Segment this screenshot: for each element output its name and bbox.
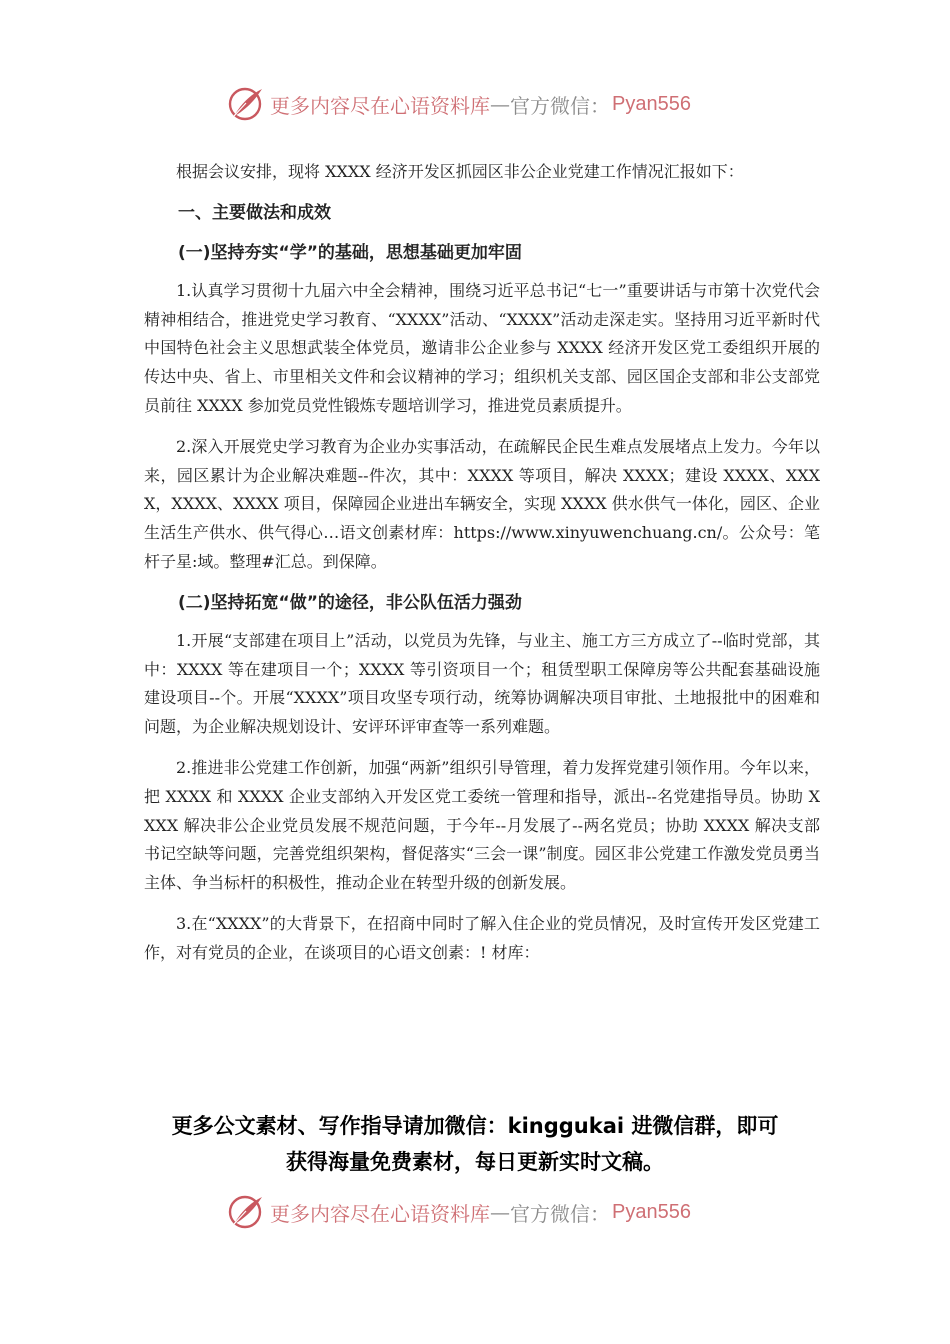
header-banner: [226, 84, 691, 124]
banner-brand-text: 更多内容尽在心语资料库: [270, 93, 490, 118]
promo-notice: [144, 1108, 806, 1180]
paragraph-2-1: 1.开展“支部建在项目上”活动，以党员为先锋，与业主、施工方三方成立了--临时党部，其中：XXXX 等在建项目一个；XXXX 等引资项目一个；租赁型职工保障房等公共配套基础设施建设项目--个。开展“XXXX”项目攻坚专项行动，统筹协调解决项目审批、土地报批中的困难和问题，为企业解决规划设计、安评环评审查等一系列难题。: [144, 630, 820, 737]
document-body: [144, 158, 820, 968]
paragraph-1-1: 1.认真学习贯彻十九届六中全会精神，围绕习近平总书记“七一”重要讲话与市第十次党代会精神相结合，推进党史学习教育、“XXXX”活动、“XXXX”活动走深走实。坚持用习近平新时代中国特色社会主义思想武装全体党员，邀请非公企业参与 XXXX 经济开发区党工委组织开展的传达中央、省上、市里相关文件和会议精神的学习；组织机关支部、园区国企支部和非公支部党员前往 XXXX 参加党员党性锻炼专题培训学习，推进党员素质提升。: [144, 280, 820, 415]
banner-brand-text: 更多内容尽在心语资料库: [270, 1201, 490, 1226]
banner-wechat-label: 官方微信：: [510, 1201, 610, 1226]
footer-banner: [226, 1192, 691, 1232]
subsection-heading-2: (二)坚持拓宽“做”的途径，非公队伍活力强劲: [178, 592, 522, 613]
banner-wechat-label: 官方微信：: [510, 93, 610, 118]
banner-dash: —: [490, 92, 510, 116]
paragraph-2-3: 3.在“XXXX”的大背景下，在招商中同时了解入住企业的党员情况，及时宣传开发区党建工作，对有党员的企业，在谈项目的心语文创素：! 材库：: [144, 913, 820, 962]
paragraph-1-2: 2.深入开展党史学习教育为企业办实事活动，在疏解民企民生难点发展堵点上发力。今年以来，园区累计为企业解决难题--件次，其中：XXXX 等项目，解决 XXXX；建设 XXXX、XXXX，XXXX、XXXX 项目，保障园企业进出车辆安全，实现 XXXX 供水供气一体化，园区、企业生活生产供水、供气得心…语文创素材库：https://www.xinyuwenchuang.cn/。公众号：笔杆子星:域。整理#汇总。到保障。: [144, 436, 820, 571]
promo-line-1: 更多公文素材、写作指导请加微信：kinggukai 进微信群，即可: [171, 1114, 779, 1138]
banner-dash: —: [490, 1200, 510, 1224]
banner-wechat-id: Pyan556: [612, 92, 691, 115]
promo-line-2: 获得海量免费素材，每日更新实时文稿。: [286, 1150, 664, 1174]
paragraph-2-2: 2.推进非公党建工作创新，加强“两新”组织引导管理，着力发挥党建引领作用。今年以来，把 XXXX 和 XXXX 企业支部纳入开发区党工委统一管理和指导，派出--名党建指导员。协助 XXXX 解决非公企业党员发展不规范问题，于今年--月发展了--两名党员；协助 XXXX 解决支部书记空缺等问题，完善党组织架构，督促落实“三会一课”制度。园区非公党建工作激发党员勇当主体、争当标杆的积极性，推动企业在转型升级的创新发展。: [144, 757, 820, 893]
quill-logo-icon: [226, 84, 266, 124]
intro-paragraph: 根据会议安排，现将 XXXX 经济开发区抓园区非公企业党建工作情况汇报如下：: [176, 162, 744, 181]
quill-logo-icon: [226, 1192, 266, 1232]
section-heading-1: 一、主要做法和成效: [178, 202, 331, 223]
subsection-heading-1: (一)坚持夯实“学”的基础，思想基础更加牢固: [178, 242, 522, 263]
banner-wechat-id: Pyan556: [612, 1200, 691, 1223]
